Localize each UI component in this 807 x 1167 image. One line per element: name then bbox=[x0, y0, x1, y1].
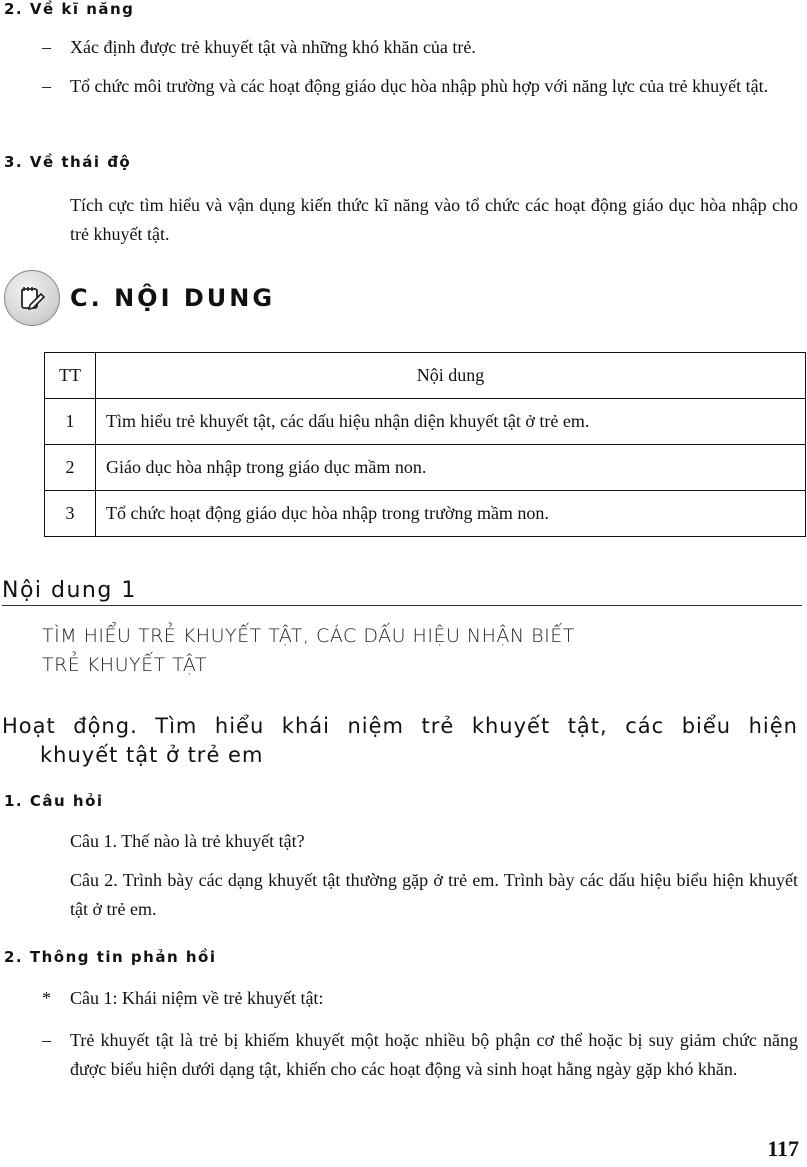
question-1: Câu 1. Thế nào là trẻ khuyết tật? bbox=[70, 831, 305, 851]
activity-heading-line2: khuyết tật ở trẻ em bbox=[40, 743, 264, 767]
table-cell-content: Tổ chức hoạt động giáo dục hòa nhập trong trường mầm non. bbox=[96, 491, 806, 537]
table-cell-tt: 3 bbox=[45, 491, 96, 537]
table-row bbox=[45, 491, 806, 537]
question-2: Câu 2. Trình bày các dạng khuyết tật thường gặp ở trẻ em. Trình bày các dấu hiệu biểu hiện khuyết tật ở trẻ em. bbox=[70, 870, 798, 919]
star-item-text: Câu 1: Khái niệm về trẻ khuyết tật: bbox=[70, 988, 324, 1008]
table-header-row bbox=[45, 353, 806, 399]
thong-tin-heading: 2. Thông tin phản hồi bbox=[4, 948, 217, 966]
section-header bbox=[4, 268, 275, 328]
noi-dung-1-title: Nội dung 1 bbox=[2, 578, 802, 606]
dash-bullet: – bbox=[42, 1030, 51, 1050]
dash-bullet: – bbox=[42, 76, 51, 96]
table-cell-tt: 1 bbox=[45, 399, 96, 445]
star-bullet: * bbox=[42, 988, 51, 1008]
section-title: C. NỘI DUNG bbox=[70, 284, 276, 312]
content-table bbox=[44, 352, 806, 537]
activity-heading bbox=[2, 712, 798, 770]
notepad-pencil-icon bbox=[4, 270, 60, 326]
table-cell-tt: 2 bbox=[45, 445, 96, 491]
cau-hoi-heading: 1. Câu hỏi bbox=[4, 792, 104, 810]
table-cell-content: Tìm hiểu trẻ khuyết tật, các dấu hiệu nhận diện khuyết tật ở trẻ em. bbox=[96, 399, 806, 445]
table-header-tt: TT bbox=[45, 353, 96, 399]
ky-nang-item-2: Tổ chức môi trường và các hoạt động giáo dục hòa nhập phù hợp với năng lực của trẻ khuyết tật. bbox=[70, 76, 769, 96]
activity-heading-line1: Hoạt động. Tìm hiểu khái niệm trẻ khuyết tật, các biểu hiện bbox=[2, 714, 798, 738]
table-row bbox=[45, 399, 806, 445]
table-header-content: Nội dung bbox=[96, 353, 806, 399]
table-cell-content: Giáo dục hòa nhập trong giáo dục mầm non. bbox=[96, 445, 806, 491]
dash-bullet: – bbox=[42, 37, 51, 57]
noi-dung-1-subtitle-line2: TRẺ KHUYẾT TẬT bbox=[42, 654, 208, 676]
page-number: 117 bbox=[767, 1136, 799, 1161]
ky-nang-item-1: Xác định được trẻ khuyết tật và những khó khăn của trẻ. bbox=[70, 37, 476, 57]
thai-do-text: Tích cực tìm hiểu và vận dụng kiến thức kĩ năng vào tổ chức các hoạt động giáo dục hòa nhập cho trẻ khuyết tật. bbox=[70, 195, 798, 244]
noi-dung-1-subtitle-line1: TÌM HIỂU TRẺ KHUYẾT TẬT, CÁC DẤU HIỆU NHẬN BIẾT bbox=[42, 625, 575, 647]
thai-do-heading: 3. Về thái độ bbox=[4, 153, 132, 171]
dash-item-text: Trẻ khuyết tật là trẻ bị khiếm khuyết một hoặc nhiều bộ phận cơ thể hoặc bị suy giảm chức năng được biểu hiện dưới dạng tật, khiến cho các hoạt động và sinh hoạt hằng ngày gặp khó khăn. bbox=[70, 1030, 798, 1079]
table-row bbox=[45, 445, 806, 491]
ky-nang-heading: 2. Về kĩ năng bbox=[4, 0, 135, 18]
